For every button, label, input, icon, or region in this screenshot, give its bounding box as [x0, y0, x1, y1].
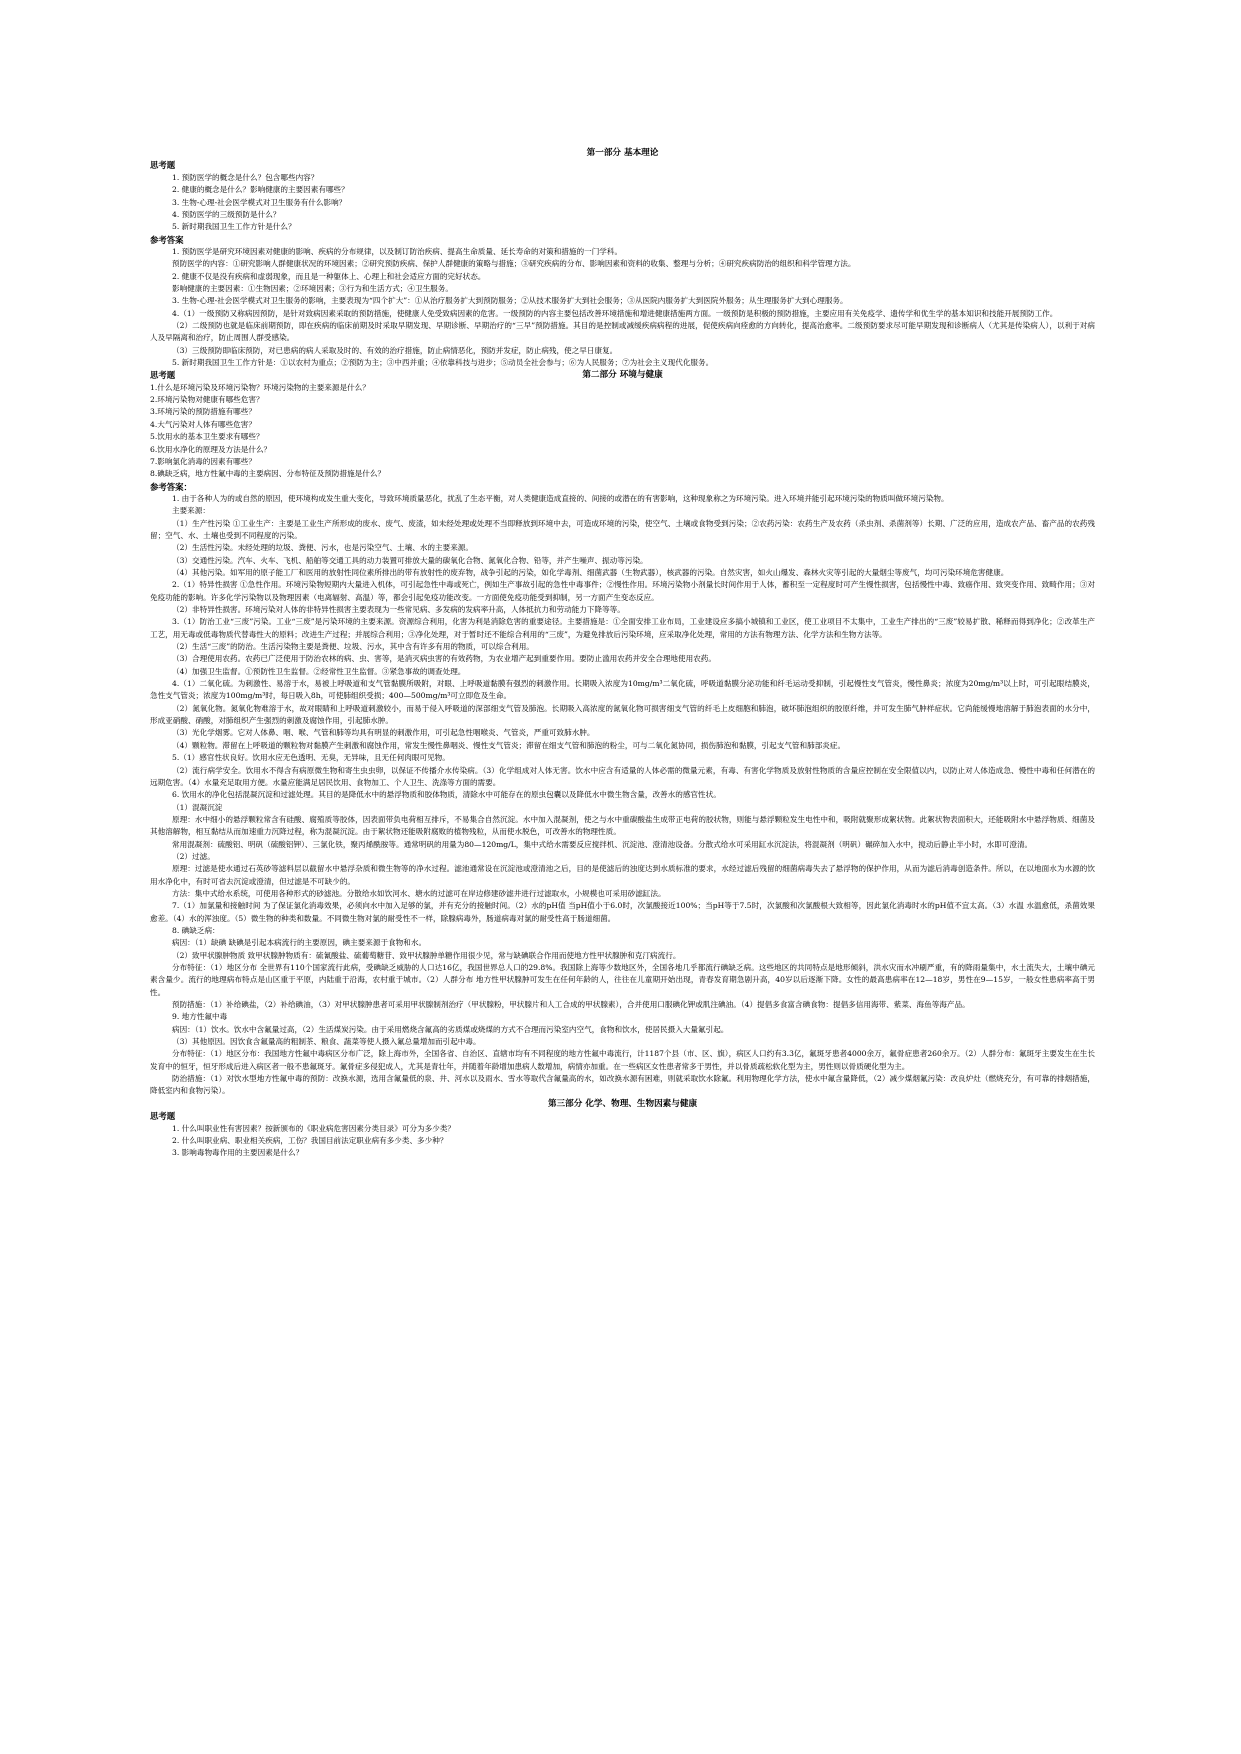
- answer-paragraph: 3.（1）防治工业“三废”污染。工业“三废”是污染环境的主要来源。资源综合利用，化害为利是消除危害的重要途径。主要措施是：①全面安排工业布局，工业建设应多搞小城镇和工业区，使工业项目不太集中，工业生产排出的“三废”较易扩散、稀释而得到净化；②改革生产工艺，用无毒或低毒物质代替毒性大的原料；改进生产过程；并展综合利用；③净化处理，对于暂时还不能综合利用的“三废”，为避免排放后污染环境，应采取净化处理，常用的方法有物理方法、化学方法和生物方法等。: [150, 617, 1095, 639]
- answer-paragraph: 2.（1）特异性损害 ①急性作用。环境污染物短期内大量进入机体，可引起急性中毒或死亡，例如生产事故引起的急性中毒事件；②慢性作用。环境污染物小剂量长时间作用于人体，蓄积至一定程度时可产生慢性损害，包括慢性中毒、致癌作用、致突变作用、致畸作用；③对免疫功能的影响。许多化学污染物以及物理因素（电离辐射、高温）等，都会引起免疫功能改变。一方面使免疫功能受到抑制，另一方面产生变态反应。: [150, 580, 1095, 602]
- answer-paragraph: 1. 预防医学是研究环境因素对健康的影响、疾病的分布规律，以及制订防治疾病、提高生命质量、延长寿命的对策和措施的一门学科。: [172, 246, 623, 256]
- answer-paragraph: 7.（1）加氯量和接触时间 为了保证氯化消毒效果，必须向水中加入足够的氯，并有充分的接触时间。（2）水的pH值 当pH值小于6.0时，次氯酸接近100%；当pH等于7.5时，次氯酸和次氯酸根大致相等，因此氯化消毒时水的pH值不宜太高。（3）水温 水温愈低，杀菌效果愈差。（4）水的浑浊度。（5）微生物的种类和数量。不同微生物对氯的耐受性不一样，除腺病毒外，肠道病毒对氯的耐受性高于肠道细菌。: [150, 901, 1095, 923]
- answer-paragraph: 主要来源：: [172, 506, 210, 516]
- question-item: 1. 预防医学的概念是什么？包含哪些内容？: [172, 172, 319, 182]
- answer-paragraph: （2）过滤。: [172, 851, 215, 861]
- answer-paragraph: （2）非特异性损害。环境污染对人体的非特异性损害主要表现为一些常见病、多发病的发病率升高，人体抵抗力和劳动能力下降等等。: [172, 605, 625, 615]
- part2-questions: [150, 382, 1095, 481]
- answer-paragraph: 影响健康的主要因素：①生物因素；②环境因素；③行为和生活方式；④卫生服务。: [172, 283, 453, 293]
- answer-paragraph: （3）合理使用农药。农药已广泛使用于防治农林的病、虫、害等，是消灭病虫害的有效药物，为农业增产起到重要作用。要防止滥用农药并安全合理地使用农药。: [172, 654, 716, 664]
- answer-paragraph: （1）混凝沉淀: [172, 802, 223, 812]
- part3-title: 第三部分 化学、物理、生物因素与健康: [547, 1098, 698, 1109]
- answer-paragraph: （1）生产性污染 ①工业生产：主要是工业生产所形成的废水、废气、废渣，如未经处理或处理不当即释放到环境中去，可造成环境的污染，使空气、土壤或食物受到污染；②农药污染：农药生产及农药（杀虫剂、杀菌剂等）长期、广泛的应用，造成农产品、畜产品的农药残留；空气、水、土壤也受到不同程度的污染。: [150, 518, 1095, 540]
- question-item: 8.碘缺乏病，地方性氟中毒的主要病因、分布特征及预防措施是什么？: [150, 469, 386, 479]
- document-page: [150, 147, 1095, 1747]
- answer-paragraph: （2）生活“三废”的防治。生活污染物主要是粪便、垃圾、污水，其中含有许多有用的物质，可以综合利用。: [172, 642, 534, 652]
- answer-paragraph: 常用混凝剂：硫酸铝、明矾（硫酸铝钾）、三氯化铁，聚丙烯酰胺等。通常明矾的用量为80—120mg/L，集中式给水需要反应搅拌机、沉淀池、澄清池设备。分散式给水可采用缸水沉淀法，将混凝剂（明矾）碾碎加入水中，搅动后静止半小时，水即可澄清。: [172, 839, 1033, 849]
- answer-paragraph: （2）流行病学安全。饮用水不得含有病原微生物和寄生虫虫卵，以保证不传播介水传染病。（3）化学组成对人体无害。饮水中应含有适量的人体必需的微量元素，有毒、有害化学物质及放射性物质的含量应控制在安全限值以内，以防止对人体造成急、慢性中毒和任何潜在的远期危害。（4）水量充足取用方便。水量应能满足居民饮用、食物加工、个人卫生、洗涤等方面的需要。: [150, 765, 1095, 787]
- question-item: 3.环境污染的预防措施有哪些？: [150, 407, 256, 417]
- answer-paragraph: （4）其他污染。如军用的原子能工厂和医用的放射性同位素所排出的带有放射性的废弃物，战争引起的污染，如化学毒剂、细菌武器（生物武器），核武器的污染。自然灾害，如火山爆发、森林火灾等引起的大量烟尘等废气，均可污染环境危害健康。: [172, 568, 1009, 578]
- answer-paragraph: 8. 碘缺乏病：: [172, 925, 220, 935]
- answer-paragraph: 4.（1）一级预防又称病因预防，是针对致病因素采取的预防措施，使健康人免受致病因素的危害。一级预防的内容主要包括改善环境措施和增进健康措施两方面。一级预防是积极的预防措施，主要应用有关免疫学、遗传学和优生学的基本知识和技能开展预防工作。: [172, 308, 1058, 318]
- question-item: 2.环境污染物对健康有哪些危害？: [150, 395, 264, 405]
- question-item: 4. 预防医学的三级预防是什么？: [172, 209, 281, 219]
- question-item: 3. 影响毒物毒作用的主要因素是什么？: [172, 1148, 304, 1158]
- answer-paragraph: 1. 由于各种人为的或自然的原因，使环境构成发生重大变化，导致环境质量恶化，扰乱了生态平衡，对人类健康造成直接的、间接的或潜在的有害影响，这种现象称之为环境污染。进入环境并能引起环境污染的物质叫做环境污染物。: [172, 493, 949, 503]
- question-item: 1. 什么叫职业性有害因素？按新颁布的《职业病危害因素分类目录》可分为多少类？: [172, 1123, 456, 1133]
- part3-questions-label: 思考题: [150, 1111, 176, 1122]
- question-item: 5. 新时期我国卫生工作方针是什么？: [172, 222, 296, 232]
- answer-paragraph: 方法：集中式给水系统，可使用各种形式的砂滤池。分散给水如饮河水、塘水的过滤可在岸边修建砂滤井进行过滤取水，小规模也可采用砂滤缸法。: [172, 888, 666, 898]
- answer-paragraph: 病因：（1）饮水。饮水中含氟量过高，（2）生活煤炭污染。由于采用燃烧含氟高的劣质煤或烧煤的方式不合理而污染室内空气，食物和饮水，使居民摄入大量氟引起。: [172, 1024, 729, 1034]
- answer-paragraph: 9. 地方性氟中毒: [172, 1012, 228, 1022]
- answer-paragraph: （2）二级预防也就是临床前期预防，即在疾病的临床前期及时采取早期发现、早期诊断、早期治疗的“三早”预防措施。其目的是控制或减缓疾病病程的进展，促使疾病向痊愈的方向转化，提高治愈率。二级预防要求尽可能早期发现和诊断病人（尤其是传染病人），以利于对病人及早隔离和治疗，防止周围人群受感染。: [150, 321, 1095, 343]
- answer-paragraph: 2. 健康不仅是没有疾病和虚弱现象，而且是一种躯体上、心理上和社会适应方面的完好状态。: [172, 271, 486, 281]
- answer-paragraph: （2）生活性污染。未经处理的垃圾、粪便、污水，也是污染空气、土壤、水的主要来源。: [172, 543, 473, 553]
- part2-answers: [150, 493, 1095, 1098]
- part2-answers-label: 参考答案：: [150, 481, 192, 492]
- answer-paragraph: 预防医学的内容：①研究影响人群健康状况的环境因素；②研究预防疾病、保护人群健康的策略与措施；③研究疾病的分布、影响因素和资料的收集、整理与分析；④研究疾病防治的组织和科学管理方法。: [172, 259, 856, 269]
- part2-questions-label: 思考题: [150, 370, 176, 381]
- part1-questions-label: 思考题: [150, 160, 176, 171]
- question-item: 2. 什么叫职业病、职业相关疾病，工伤？我国目前法定职业病有多少类、多少种？: [172, 1135, 448, 1145]
- part1-questions: [150, 172, 1095, 234]
- question-item: 7.影响氯化消毒的因素有哪些？: [150, 456, 256, 466]
- answer-paragraph: 3. 生物-心理-社会医学模式对卫生服务的影响，主要表现为“四个扩大”：①从治疗服务扩大到预防服务；②从技术服务扩大到社会服务；③从医院内服务扩大到医院外服务；从生理服务扩大到心理服务。: [172, 296, 848, 306]
- answer-paragraph: 分布特征：（1）地区分布：我国地方性氟中毒病区分布广泛，除上海市外，全国各省、自治区、直辖市均有不同程度的地方性氟中毒流行，计1187个县（市、区、旗），病区人口约有3.3亿，氟斑牙患者4000余万，氟骨症患者260余万。（2）人群分布：氟斑牙主要发生在生长发育中的恒牙，恒牙形成后进入病区者一般不患氟斑牙。氟骨症多侵犯成人，尤其是青壮年，并随着年龄增加患病人数增加，病情亦加重。在一些病区女性患者常多于男性，并以骨质疏松软化型为主，男性则以骨质硬化型为主。: [150, 1049, 1095, 1071]
- part3-questions: [150, 1123, 1095, 1160]
- answer-paragraph: 原理：水中细小的悬浮颗粒常含有硅酸、腐殖质等胶体，因表面带负电荷相互排斥，不易集合自然沉淀。水中加入混凝剂，使之与水中重碳酸盐生成带正电荷的胶状物，则能与悬浮颗粒发生电性中和，吸附就聚形成絮状物。此絮状物表面积大，还能吸附水中悬浮物质、细菌及其他溶解物，相互黏结从而加速重力沉降过程，称为混凝沉淀。由于絮状物还能吸附腐败的植物残粒，从而使水脱色，可改善水的物理性质。: [150, 814, 1095, 837]
- answer-paragraph: 预防措施：（1）补给碘盐，（2）补给碘油，（3）对甲状腺肿患者可采用甲状腺制剂治疗（甲状腺粉，甲状腺片和人工合成的甲状腺素），合并使用口服碘化钾或肌注碘油。（4）提倡多食富含碘食物：提倡多信用海带、紫菜、海鱼等海产品。: [172, 1000, 970, 1010]
- part1-answers-label: 参考答案: [150, 234, 184, 245]
- answer-paragraph: （4）加强卫生监督。①预防性卫生监督。②经常性卫生监督。③紧急事故的调查处理。: [172, 666, 466, 676]
- answer-paragraph: （3）交通性污染。汽车、火车、飞机、船舶等交通工具的动力装置可排放大量的碳氧化合物、氮氧化合物、铅等，并产生噪声、振动等污染。: [172, 555, 648, 565]
- answer-paragraph: （3）其他原因。因饮食含氟量高的粗制茶、粮食、蔬菜等使人摄入氟总量增加而引起中毒。: [172, 1037, 481, 1047]
- answer-paragraph: 防治措施：（1）对饮水型地方性氟中毒的预防：改换水源，选用含氟量低的泉、井、河水以及雨水、雪水等取代含氟量高的水，如改换水源有困难，则就采取饮水除氟。利用物理化学方法，使水中氟含量降低，（2）减少煤烟氟污染：改良炉灶（燃烧充分，有可靠的排烟措施，降低室内和食物污染）。: [150, 1074, 1095, 1096]
- question-item: 5.饮用水的基本卫生要求有哪些？: [150, 432, 264, 442]
- answer-paragraph: （2）氮氧化物。氮氧化物难溶于水，故对眼睛和上呼吸道刺激较小，而易于侵入呼吸道的深部细支气管及肺泡。长期吸入高浓度的氮氧化物可损害细支气管的纤毛上皮细胞和肺泡，破坏肺泡组织的胶原纤维，并可发生肺气肿样症状。它尚能缓慢地溶解于肺泡表面的水分中，形成亚硝酸、硝酸，对肺组织产生强烈的刺激及腐蚀作用，引起肺水肿。: [150, 703, 1095, 726]
- answer-paragraph: 5. 新时期我国卫生工作方针是：①以农村为重点；②预防为主；③中西并重；④依靠科技与进步；⑤动员全社会参与；⑥为人民服务；⑦为社会主义现代化服务。: [172, 358, 714, 368]
- answer-paragraph: 6. 饮用水的净化包括混凝沉淀和过滤处理。其目的是降低水中的悬浮物质和胶体物质，清除水中可能存在的原虫包囊以及降低水中微生物含量，改善水的感官性状。: [172, 790, 721, 800]
- answer-paragraph: （4）颗粒物。滞留在上呼吸道的颗粒物对黏膜产生刺激和腐蚀作用，常发生慢性鼻咽炎、慢性支气管炎；滞留在细支气管和肺泡的粉尘，可与二氧化氮协同，损伤肺泡和黏膜，引起支气管和肺部炎症。: [172, 740, 846, 750]
- answer-paragraph: 病因：（1）缺碘 缺碘是引起本病流行的主要原因，碘主要来源于食物和水。: [172, 938, 427, 948]
- question-item: 3. 生物-心理-社会医学模式对卫生服务有什么影响？: [172, 197, 347, 207]
- part1-answers: [150, 246, 1095, 369]
- answer-paragraph: 5.（1）感官性状良好。饮用水应无色透明、无臭，无异味，且无任何肉眼可见物。: [172, 753, 450, 763]
- answer-paragraph: （3）三级预防即临床预防，对已患病的病人采取及时的、有效的治疗措施，防止病情恶化，预防并发症，防止病残，使之早日康复。: [172, 345, 618, 355]
- answer-paragraph: 原理：过滤是使水通过石英砂等滤料层以截留水中悬浮杂质和微生物等的净水过程。滤池通常设在沉淀池或澄清池之后，目的是使滤后的浊度达到水质标准的要求，水经过滤后残留的细菌病毒失去了悬浮物的保护作用，从而为滤后消毒创造条件。所以，在以地面水为水源的饮用水净化中，有时可省去沉淀或澄清，但过滤是不可缺少的。: [150, 864, 1095, 886]
- question-item: 4.大气污染对人体有哪些危害？: [150, 419, 256, 429]
- question-item: 2. 健康的概念是什么？影响健康的主要因素有哪些？: [172, 185, 349, 195]
- answer-paragraph: 4.（1）二氧化硫。为刺激性、易溶于水，易被上呼吸道和支气管黏膜所吸附，对眼、上呼吸道黏膜有强烈的刺激作用。长期吸入浓度为10mg/m³二氧化硫，呼吸道黏膜分泌功能和纤毛运动受抑制，引起慢性支气管炎，慢性鼻炎；浓度为20mg/m³以上时，可引起眼结膜炎，急性支气管炎；浓度为100mg/m³时，每日吸入8h，可使肺组织受损；400—500mg/m³可立即危及生命。: [150, 679, 1095, 701]
- question-item: 1.什么是环境污染及环境污染物？环境污染物的主要来源是什么？: [150, 382, 370, 392]
- part1-title: 第一部分 基本理论: [586, 148, 659, 158]
- answer-paragraph: （3）光化学烟雾。它对人体鼻、咽、喉、气管和肺等均具有明显的刺激作用，可引起急性咽喉炎、气管炎，严重可致肺水肿。: [172, 728, 595, 738]
- answer-paragraph: （2）致甲状腺肿物质 致甲状腺肿物质有：硫氰酸盐、硫葡萄糖苷、致甲状腺肿单糖作用很少见，常与缺碘联合作用而使地方性甲状腺肿和克汀病流行。: [172, 950, 681, 960]
- part2-title: 第二部分 环境与健康: [582, 370, 663, 381]
- question-item: 6.饮用水净化的原理及方法是什么？: [150, 444, 272, 454]
- answer-paragraph: 分布特征：（1）地区分布 全世界有110个国家流行此病，受碘缺乏威胁的人口达16亿，我国世界总人口的29.8%。我国除上海等少数地区外，全国各地几乎都流行碘缺乏病。这些地区的共同特点是地形倾斜，洪水灾而水冲刷严重，有的降雨量集中，水土流失大，土壤中碘元素含量少。流行的地理病布特点是山区重于平原，内陆重于沿海，农村重于城市。（2）人群分布 地方性甲状腺肿可发生在任何年龄的人，往往在儿童期开始出现，青春发育期急剧升高，40岁以后逐渐下降。女性的最高患病率在12—18岁，男性在9—15岁，一般女性患病率高于男性。: [150, 963, 1095, 997]
